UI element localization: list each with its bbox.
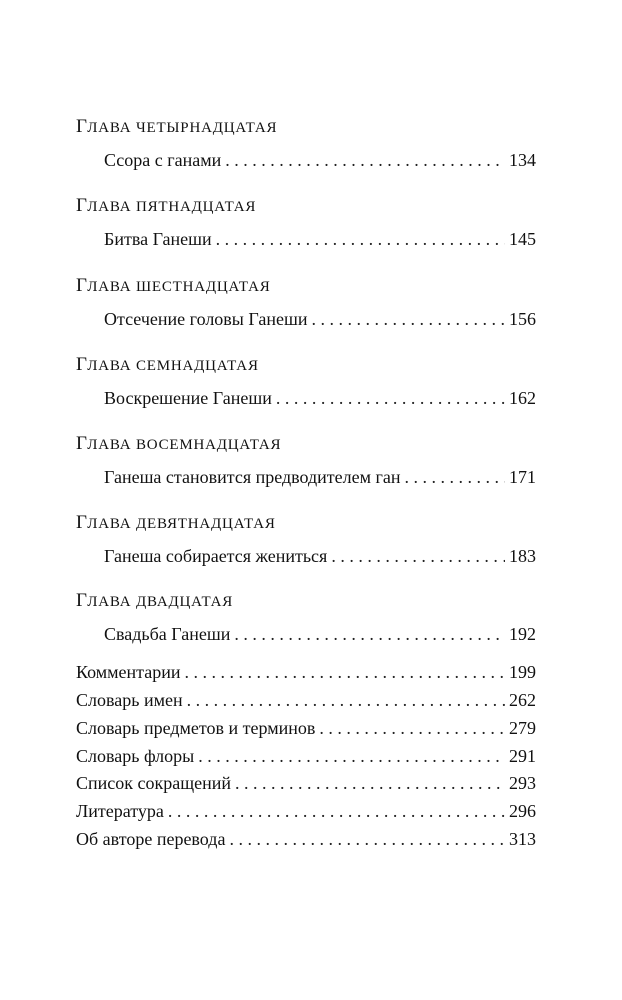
toc-entry-title: Литература	[76, 801, 164, 821]
chapter-heading-text: ЛАВА ЧЕТЫРНАДЦАТАЯ	[87, 120, 278, 136]
toc-row-abbreviations	[76, 773, 536, 794]
chapter-heading	[76, 512, 276, 534]
chapter-heading-text: ЛАВА СЕМНАДЦАТАЯ	[87, 358, 259, 374]
toc-row	[104, 150, 536, 171]
chapter-heading-text: ЛАВА ШЕСТНАДЦАТАЯ	[87, 279, 271, 295]
toc-entry-page: 262	[509, 690, 536, 710]
toc-entry-title: Битва Ганеши	[104, 229, 212, 249]
chapter-heading	[76, 433, 281, 455]
toc-entry-page: 162	[509, 388, 536, 408]
dot-leader	[319, 718, 505, 739]
chapter-heading-initial: Г	[76, 195, 88, 216]
chapter-heading-text: ЛАВА ДЕВЯТНАДЦАТАЯ	[87, 516, 276, 532]
toc-row	[104, 546, 536, 567]
chapter-heading-initial: Г	[76, 433, 88, 454]
toc-entry-page: 199	[509, 662, 536, 682]
toc-entry-title: Словарь имен	[76, 690, 183, 710]
chapter-heading-text: ЛАВА ВОСЕМНАДЦАТАЯ	[87, 437, 282, 453]
chapter-heading	[76, 116, 277, 138]
chapter-heading-initial: Г	[76, 275, 88, 296]
chapter-heading	[76, 195, 256, 217]
chapter-heading	[76, 275, 271, 297]
chapter-heading-text: ЛАВА ПЯТНАДЦАТАЯ	[87, 199, 257, 215]
toc-entry-title: Комментарии	[76, 662, 181, 682]
toc-entry-title: Ганеша становится предводителем ган	[104, 467, 401, 487]
toc-entry-title: Воскрешение Ганеши	[104, 388, 272, 408]
dot-leader	[198, 746, 505, 767]
toc-row-commentary	[76, 662, 536, 683]
dot-leader	[187, 690, 505, 711]
toc-row-literature	[76, 801, 536, 822]
toc-entry-title: Свадьба Ганеши	[104, 624, 231, 644]
toc-entry-page: 183	[509, 546, 536, 566]
toc-entry-page: 313	[509, 829, 536, 849]
chapter-heading-initial: Г	[76, 354, 88, 375]
toc-entry-page: 134	[509, 150, 536, 170]
toc-entry-title: Ссора с ганами	[104, 150, 222, 170]
dot-leader	[331, 546, 505, 567]
toc-entry-page: 291	[509, 746, 536, 766]
dot-leader	[225, 150, 505, 171]
dot-leader	[229, 829, 505, 850]
dot-leader	[185, 662, 505, 683]
chapter-heading	[76, 590, 233, 612]
toc-entry-page: 145	[509, 229, 536, 249]
toc-row-flora-glossary	[76, 746, 536, 767]
toc-entry-page: 192	[509, 624, 536, 644]
toc-row	[104, 229, 536, 250]
chapter-heading	[76, 354, 259, 376]
dot-leader	[235, 773, 505, 794]
toc-entry-title: Ганеша собирается жениться	[104, 546, 328, 566]
chapter-heading-initial: Г	[76, 116, 88, 137]
dot-leader	[405, 467, 505, 488]
toc-row-about-translator	[76, 829, 536, 850]
toc-row	[104, 467, 536, 488]
dot-leader	[311, 309, 505, 330]
toc-entry-title: Список сокращений	[76, 773, 231, 793]
toc-row	[104, 309, 536, 330]
toc-row-terms-glossary	[76, 718, 536, 739]
dot-leader	[216, 229, 505, 250]
chapter-heading-initial: Г	[76, 590, 88, 611]
toc-entry-title: Об авторе перевода	[76, 829, 226, 849]
toc-entry-page: 279	[509, 718, 536, 738]
toc-entry-page: 156	[509, 309, 536, 329]
toc-row	[104, 388, 536, 409]
chapter-heading-text: ЛАВА ДВАДЦАТАЯ	[87, 594, 234, 610]
toc-entry-title: Словарь предметов и терминов	[76, 718, 316, 738]
toc-entry-page: 296	[509, 801, 536, 821]
toc-entry-page: 171	[509, 467, 536, 487]
dot-leader	[234, 624, 505, 645]
toc-entry-title: Отсечение головы Ганеши	[104, 309, 308, 329]
toc-entry-page: 293	[509, 773, 536, 793]
dot-leader	[168, 801, 505, 822]
toc-row	[104, 624, 536, 645]
toc-entry-title: Словарь флоры	[76, 746, 195, 766]
toc-row-names-glossary	[76, 690, 536, 711]
dot-leader	[276, 388, 505, 409]
chapter-heading-initial: Г	[76, 512, 88, 533]
